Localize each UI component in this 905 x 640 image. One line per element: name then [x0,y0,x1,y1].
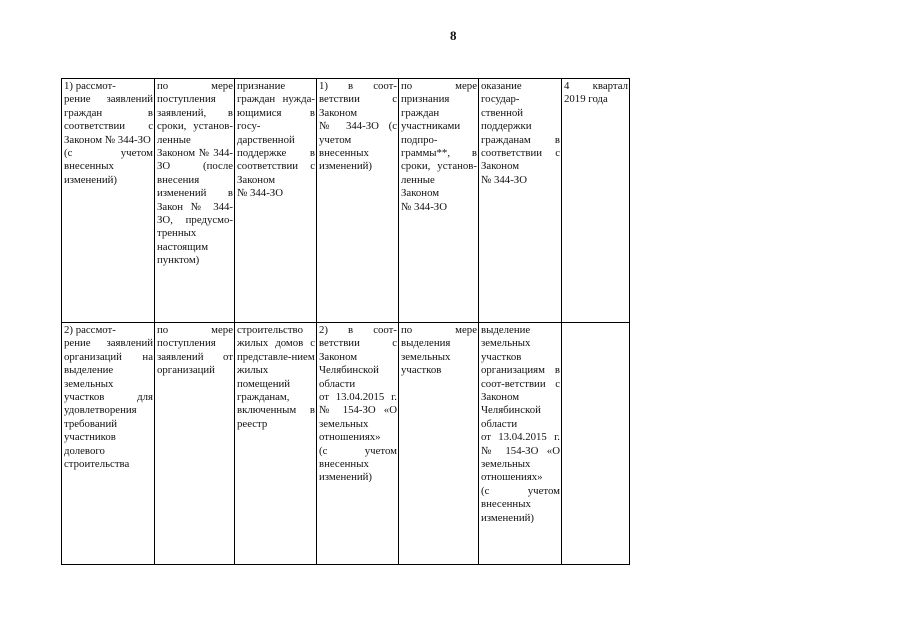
table-cell-deadline: 4 квартал 2019 года [562,79,630,323]
table-cell-measure: 2) рассмот- рение заявлений организаций на выделение земельных участков для удовлетворения требований участников долевого строительства [62,323,155,565]
table-cell-basis: 1) в соот-ветствии с Законом № 344-ЗО (с учетом внесенных изменений) [317,79,399,323]
table-cell-result: строительство жилых домов с представле-нием жилых помещений гражданам, включенным в реестр [235,323,317,565]
table-cell-timing: по мере поступления заявлений, в сроки, установ-ленные Законом № 344-ЗО (после внесения изменений в Закон № 344-ЗО, предусмо-тренных настоящим пунктом) [155,79,235,323]
table-row [62,323,630,565]
table-cell-outcome: выделение земельных участков организациям в соот-ветствии с Законом Челябинской области от 13.04.2015 г. № 154-ЗО «О земельных отношениях» (с учетом внесенных изменений) [479,323,562,565]
table-cell-timing: по мере поступления заявлений от организаций [155,323,235,565]
table-cell-result: признание граждан нужда-ющимися в госу-дарственной поддержке в соответствии с Законом № 344-ЗО [235,79,317,323]
table-cell-period: по мере выделения земельных участков [399,323,479,565]
page-number: 8 [450,28,457,43]
table-cell-deadline [562,323,630,565]
program-measures-table [61,78,630,565]
table-cell-outcome: оказание государ-ственной поддержки гражданам в соответствии с Законом № 344-ЗО [479,79,562,323]
table-cell-period: по мере признания граждан участниками подпро-граммы**, в сроки, установ-ленные Законом № 344-ЗО [399,79,479,323]
table-cell-measure: 1) рассмот- рение заявлений граждан в соответствии с Законом № 344-ЗО (с учетом внесенных изменений) [62,79,155,323]
table-row [62,79,630,323]
table-cell-basis: 2) в соот-ветствии с Законом Челябинской области от 13.04.2015 г. № 154-ЗО «О земельных отношениях» (с учетом внесенных изменений) [317,323,399,565]
